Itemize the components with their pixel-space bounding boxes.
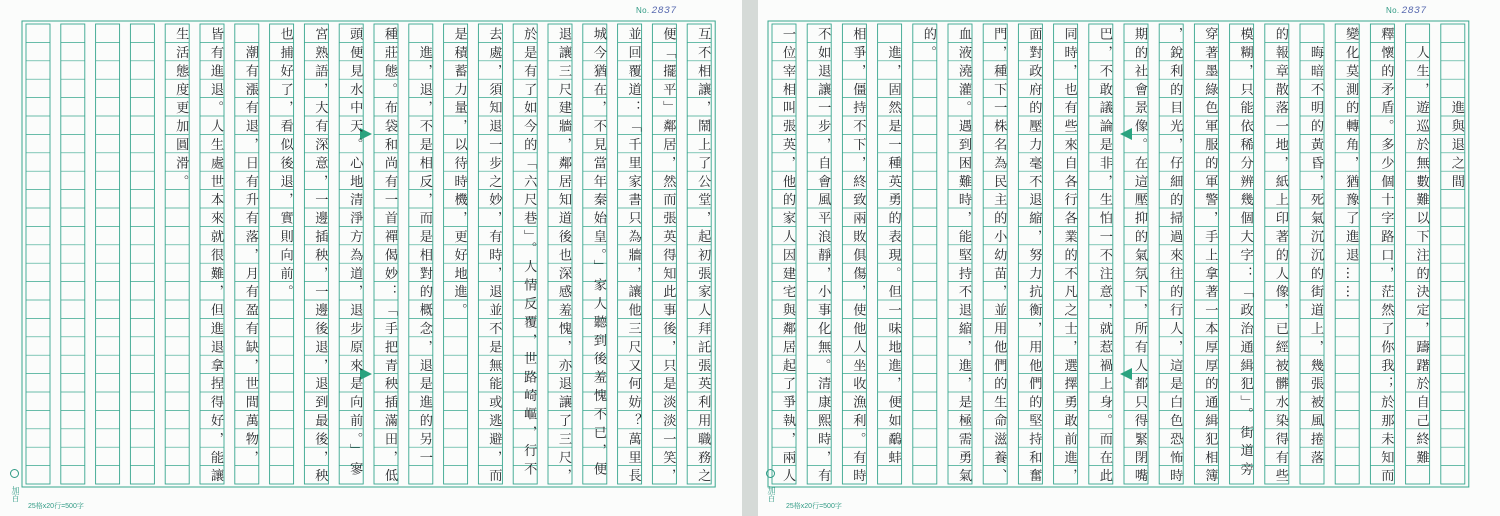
manuscript-column: 穿著墨綠色軍服的軍警，手上拿著一本厚厚的通緝犯相簿 bbox=[1202, 27, 1218, 487]
manuscript-column: 進，固然是一種英勇的表現。但一味地進，便如鷸蚌 bbox=[885, 27, 901, 469]
manuscript-column: 血液澆灌。遇到困難時，能堅持不退縮，進，是極需勇氣 bbox=[956, 27, 971, 487]
grid-column bbox=[96, 24, 120, 484]
manuscript-column: 進與退之間 bbox=[1448, 27, 1464, 193]
manuscript-column: 一位宰相叫張英，他的家人因建宅與鄰居起了爭執，兩人 bbox=[780, 27, 795, 487]
manuscript-column: 頭便見水中天。心地清淨方為道，退步原來是向前。」寥 bbox=[347, 27, 363, 481]
serial-number-right bbox=[1386, 6, 1427, 17]
manuscript-page-right bbox=[758, 0, 1500, 516]
manuscript-column: 的。 bbox=[920, 27, 936, 64]
manuscript-column: 皆有進退。人生處世本來就很難，但進退拿捏得好，能讓 bbox=[208, 27, 223, 487]
footer-brand-left: 加百 bbox=[11, 486, 20, 502]
manuscript-column: 宮熟語，大有深意，一邊插秧，一邊後退，退到最後，秧 bbox=[312, 27, 328, 487]
manuscript-column: 不如退讓一步，自會風平浪靜，小事化無。清康熙時，有 bbox=[815, 27, 831, 487]
manuscript-column: 進，退，不是相反，而是相對的概念，退是進的另一 bbox=[416, 27, 432, 469]
serial-prefix-right: No. bbox=[1386, 6, 1400, 15]
serial-value-right: 2837 bbox=[1401, 6, 1427, 17]
serial-number-left bbox=[636, 6, 677, 17]
manuscript-column: 門，種下一株名為民主的小幼苗，並用他們的生命滋養、 bbox=[991, 27, 1007, 487]
page-gutter bbox=[742, 0, 758, 516]
manuscript-column: 種莊態。布袋和尚有一首禪偈妙：「手把青秧插滿田，低 bbox=[382, 27, 397, 487]
grid-column bbox=[130, 24, 154, 484]
manuscript-column: 相爭，僵持不下，終致兩敗俱傷，使他人坐收漁利。有時 bbox=[850, 27, 866, 487]
manuscript-column: 同時，也有些來自各行各業的不凡之士，選擇勇敢前進， bbox=[1061, 27, 1077, 487]
manuscript-column: 潮有漲有退，日有升有落，月有盈有缺，世間萬物， bbox=[242, 27, 258, 469]
brand-logo-icon bbox=[10, 469, 19, 478]
manuscript-column: 生活態度更加圓滑。 bbox=[173, 27, 189, 193]
manuscript-column: ，銳利的目光，仔細的掃過來往的行人，這是白色恐怖時 bbox=[1167, 27, 1183, 487]
manuscript-page-left bbox=[0, 0, 742, 516]
footer-brand-right: 加百 bbox=[767, 486, 776, 502]
manuscript-column: 是積蓄力量，以待時機，更好地進。 bbox=[451, 27, 467, 322]
manuscript-column: 變化莫測的轉角，猶豫了進退…… bbox=[1343, 27, 1359, 303]
manuscript-column: 便「擺平」鄰居，然而張英得知此事後，只是淡淡一笑， bbox=[660, 27, 676, 487]
footer-spec-right: 25格x20行=500字 bbox=[786, 503, 842, 510]
manuscript-column: 釋懷的矛盾。多少個十字路口，茫然了你我；於那未知而 bbox=[1378, 27, 1394, 487]
manuscript-column: 並回覆道：「千里家書只為牆，讓他三尺又何妨？萬里長 bbox=[625, 27, 641, 487]
footer-spec-left: 25格x20行=500字 bbox=[28, 503, 84, 510]
manuscript-column: 於是有了如今的「六尺巷」。人情反覆，世路崎嶇，行不 bbox=[521, 27, 537, 481]
manuscript-column: 人生，遊巡於無數難以下注的決定，躊躇於自己終難 bbox=[1413, 27, 1429, 469]
grid-column bbox=[913, 24, 937, 484]
grid-column bbox=[26, 24, 50, 484]
manuscript-column: 面對政府的壓力毫不退縮，努力抗衡，用他們的堅持和奮 bbox=[1026, 27, 1042, 487]
manuscript-column: 去處，須知退一步之妙，有時，退並不是無能或逃避，而 bbox=[486, 27, 502, 487]
manuscript-column: 退讓三尺建牆，鄰居知道後也深感羞愧，亦退讓了三尺， bbox=[556, 27, 571, 487]
grid-column bbox=[61, 24, 85, 484]
manuscript-column: 巴，不敢議論是非，生怕一不注意，就惹禍上身。而在此 bbox=[1096, 27, 1112, 487]
manuscript-column: 城今猶在，不見當年秦始皇。」家人聽到後羞愧不已，便 bbox=[590, 27, 606, 481]
manuscript-column: 晦暗不明的黃昏，死氣沉沉的街道上，幾張被風捲落 bbox=[1308, 27, 1323, 469]
manuscript-column: 期的社會景像。在這壓抑的氣氛下，所有人都只得緊閉嘴 bbox=[1132, 27, 1147, 487]
manuscript-column: 互不相讓，鬧上了公堂，起初張家人拜託張英利用職務之 bbox=[695, 27, 711, 487]
manuscript-column: 模糊，只能依稀分辨幾個大字：「政治通緝犯」。街道旁 bbox=[1237, 27, 1253, 481]
manuscript-column: 也捕好了，看似後退，實則向前。 bbox=[277, 27, 293, 303]
serial-value-left: 2837 bbox=[651, 6, 677, 17]
manuscript-column: 的報章散落一地，紙上印著的人像，已經被髒水染得有些 bbox=[1272, 27, 1288, 487]
serial-prefix-left: No. bbox=[636, 6, 650, 15]
